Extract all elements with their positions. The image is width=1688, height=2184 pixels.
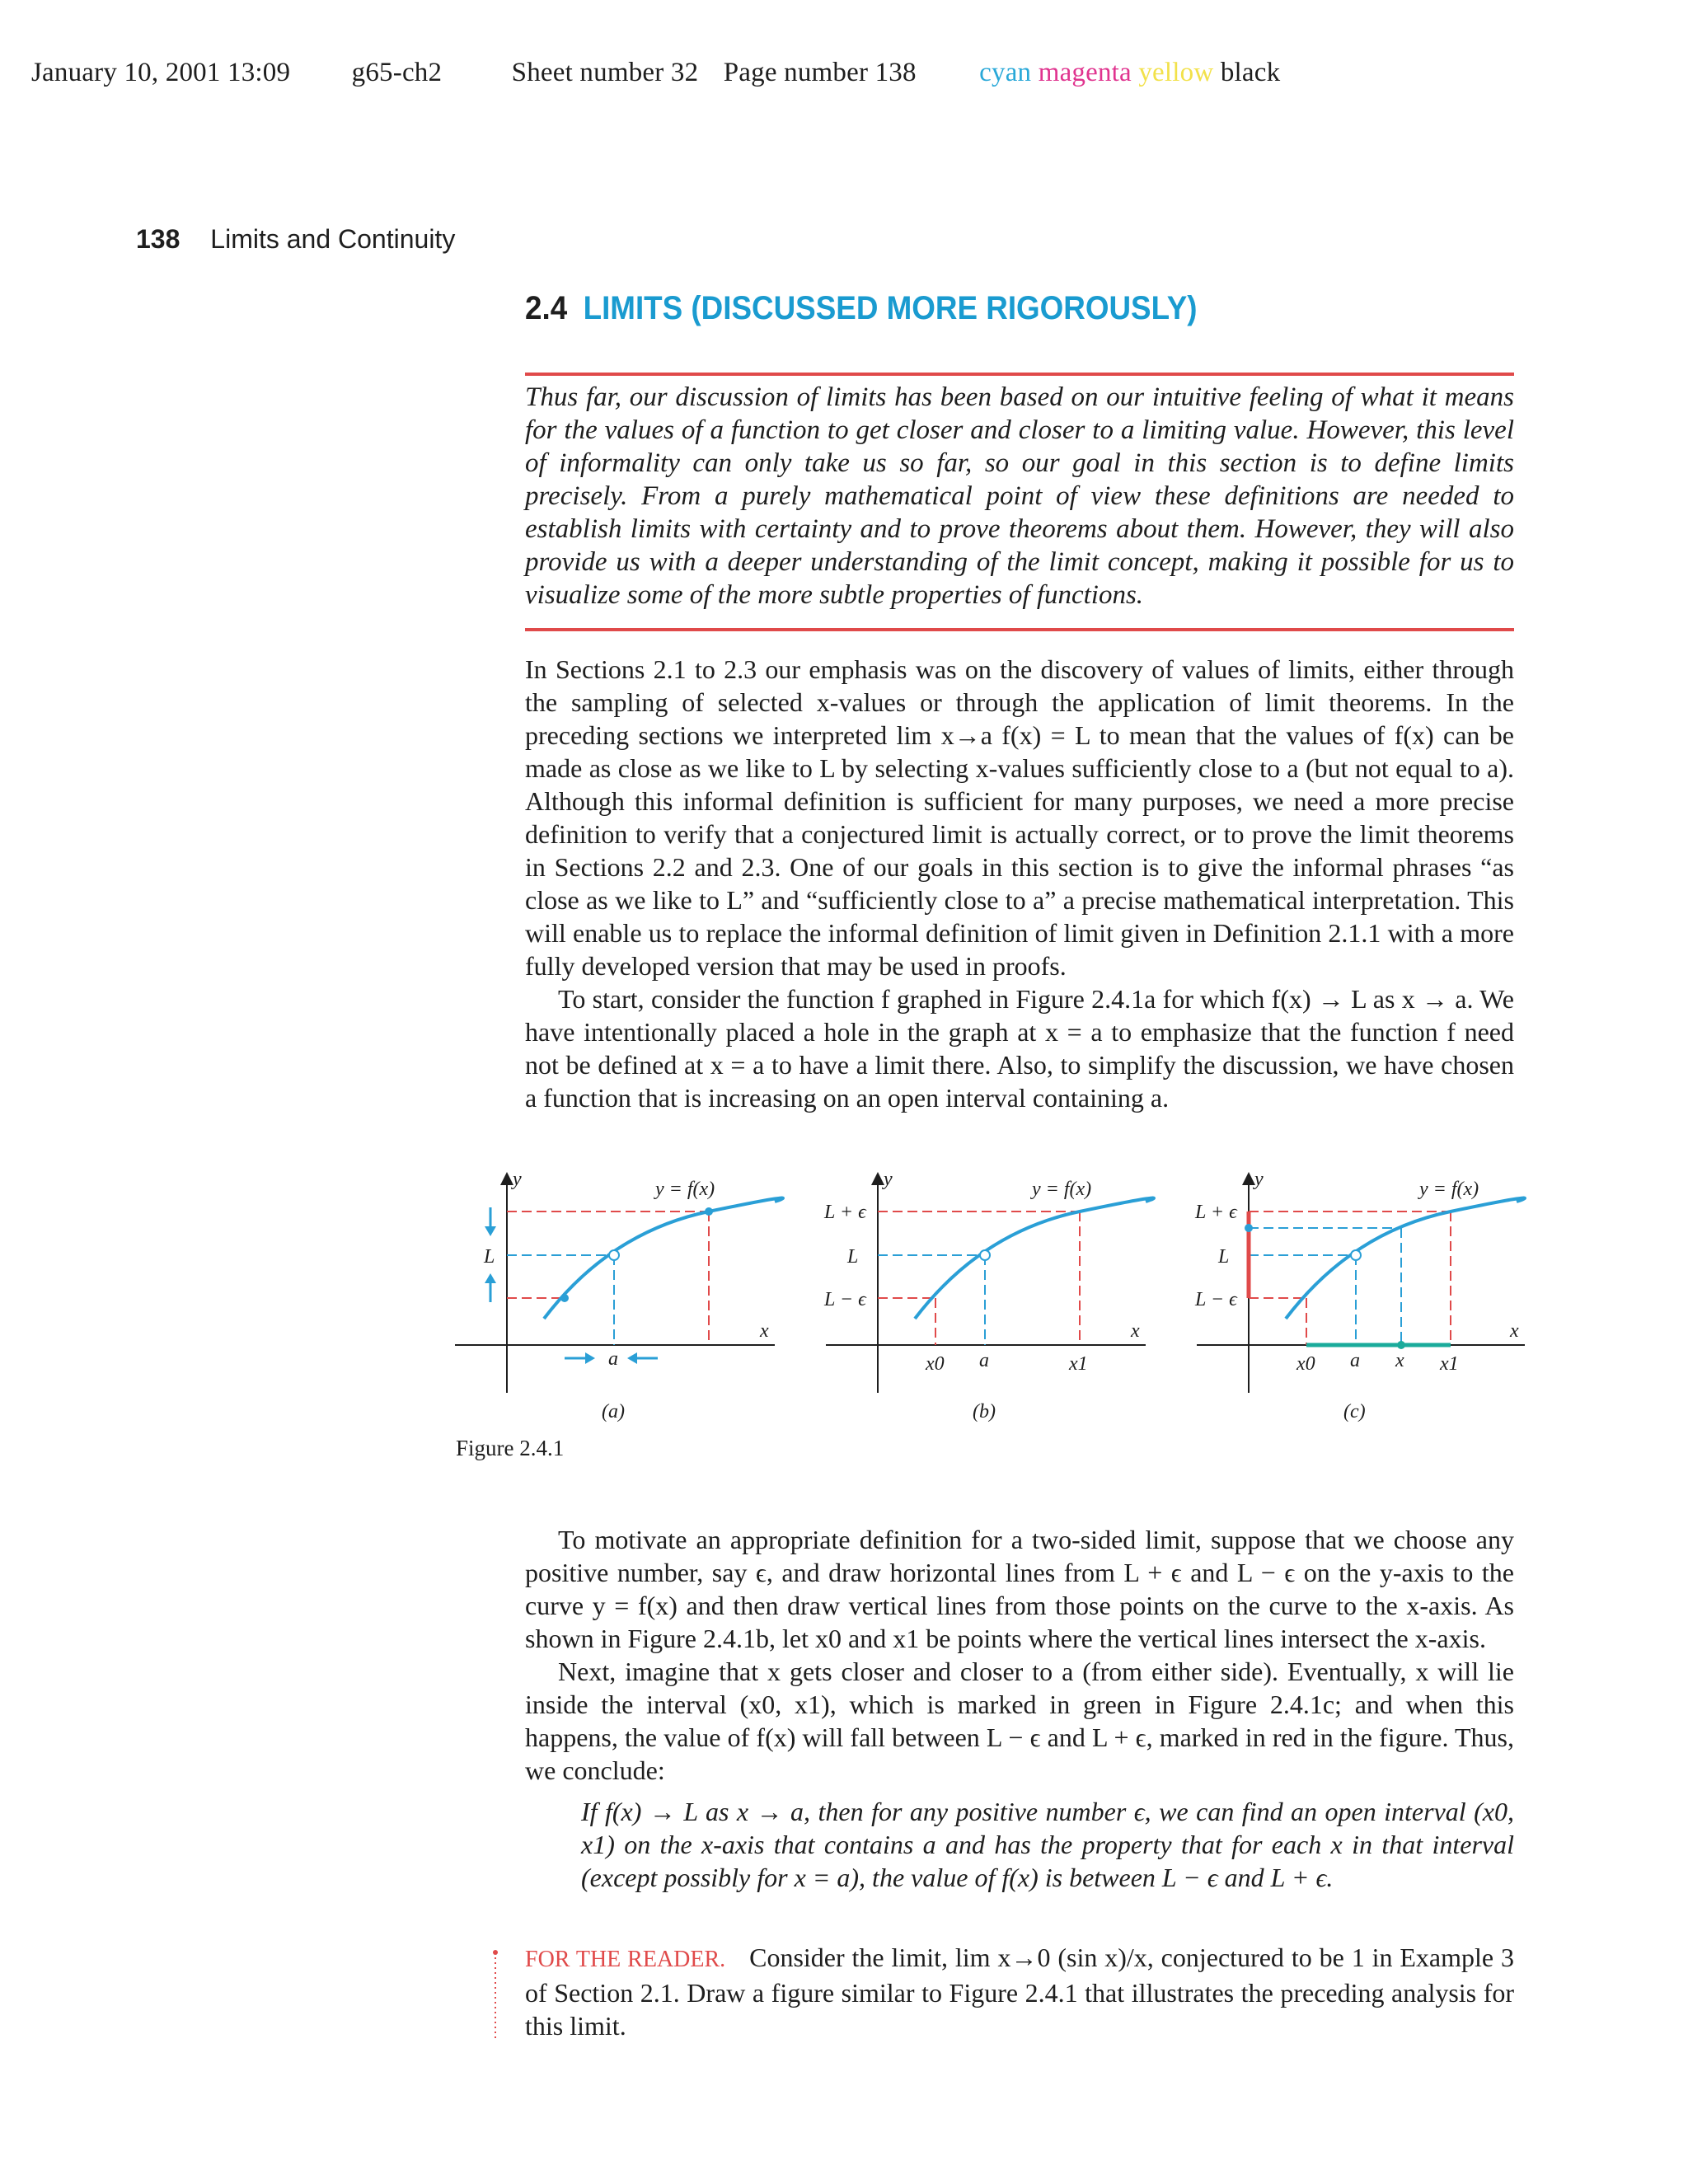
intro-bottom-rule: [525, 628, 1514, 631]
curve: [544, 1198, 783, 1319]
panel-label: (c): [1343, 1401, 1366, 1422]
L-label: L: [847, 1246, 859, 1268]
a-label: a: [1350, 1350, 1360, 1371]
slug-page: Page number 138: [723, 58, 917, 87]
panel-a: [455, 1169, 783, 1422]
intro-top-rule: [525, 373, 1514, 376]
x0-label: x0: [1296, 1353, 1315, 1375]
curve-label: y = f(x): [1419, 1179, 1479, 1200]
slug-cyan: cyan: [979, 58, 1032, 87]
body-paragraph: In Sections 2.1 to 2.3 our emphasis was on the discovery of values of limits, either through the sampling of selected x-values or through the application of limit theorems. In the preceding sections we interpreted lim x→a f(x) = L to mean that the values of f(x) can be made as close as we like to L by selecting x-values sufficiently close to a (but not equal to a). Although this informal definition is sufficient for many purposes, we need a more precise definition to verify that a conjectured limit is actually correct, or to prove the limit theorems in Sections 2.2 and 2.3. One of our goals in this section is to give the informal phrases “as close as we like to L” and “sufficiently close to a” a precise mathematical interpretation. This will enable us to replace the informal definition of limit given in Definition 2.1.1 with a more fully developed version that may be used in proofs.: [525, 654, 1514, 981]
figure-2-4-1: [445, 1154, 1533, 1467]
L-minus-label: L − ϵ: [824, 1289, 866, 1310]
a-label: a: [608, 1348, 618, 1370]
curve: [1286, 1198, 1525, 1319]
for-the-reader-text: Consider the limit, lim x→0 (sin x)/x, conjectured to be 1 in Example 3 of Section 2.1. Draw a figure similar to Figure 2.4.1 that illustrates the preceding analysis for this limit.: [525, 1943, 1515, 2041]
slug-yellow: yellow: [1138, 58, 1214, 87]
slug-date: January 10, 2001 13:09: [31, 58, 291, 87]
L-plus-label: L + ϵ: [824, 1202, 866, 1223]
page-number: 138: [136, 224, 181, 254]
point: [1397, 1341, 1405, 1349]
hole: [609, 1250, 619, 1260]
x1-label: x1: [1069, 1353, 1088, 1375]
body-paragraph: Next, imagine that x gets closer and closer to a (from either side). Eventually, x will lie inside the interval (x0, x1), which is marked in green in Figure 2.4.1c; and when this happens, the value of f(x) will fall between L − ϵ and L + ϵ, marked in red in the figure. Thus, we conclude:: [525, 1657, 1514, 1785]
point: [705, 1207, 713, 1216]
y-label: y: [1254, 1169, 1264, 1190]
y-label: y: [884, 1169, 893, 1190]
conclusion-statement: If f(x) → L as x → a, then for any positive number ϵ, we can find an open interval (x0, x1) on the x-axis that contains a and has the property that for each x in that interval (except possibly for x = a), the value of f(x) is between L − ϵ and L + ϵ.: [581, 1797, 1514, 1892]
x-point-label: x: [1395, 1350, 1404, 1371]
section-title: [525, 290, 1198, 327]
L-minus-label: L − ϵ: [1195, 1289, 1237, 1310]
hole: [1351, 1250, 1361, 1260]
section-heading: LIMITS (DISCUSSED MORE RIGOROUSLY): [583, 290, 1198, 326]
x0-label: x0: [926, 1353, 945, 1375]
body-paragraph: To motivate an appropriate definition for a two-sided limit, suppose that we choose any positive number, say ϵ, and draw horizontal lines from L + ϵ and L − ϵ on the y-axis to the curve y = f(x) and then draw vertical lines from those points on the curve to the x-axis. As shown in Figure 2.4.1b, let x0 and x1 be points where the vertical lines intersect the x-axis.: [525, 1525, 1514, 1653]
figure-caption: Figure 2.4.1: [456, 1436, 565, 1460]
curve-label: y = f(x): [1032, 1179, 1092, 1200]
body-text-1: [525, 653, 1514, 1114]
for-the-reader-label: FOR THE READER.: [525, 1947, 726, 1972]
curve: [915, 1198, 1154, 1319]
curve-label: y = f(x): [655, 1179, 715, 1200]
body-paragraph: To start, consider the function f graphed in Figure 2.4.1a for which f(x) → L as x → a. We have intentionally placed a hole in the graph at x = a to emphasize that the function f need not be defined at x = a to have a limit there. Also, to simplify the discussion, we have chosen a function that is increasing on an open interval containing a.: [525, 984, 1514, 1113]
panel-c: [1194, 1169, 1525, 1422]
L-label: L: [484, 1246, 495, 1268]
a-label: a: [979, 1350, 989, 1371]
body-text-2: [525, 1523, 1514, 1787]
slug-magenta: magenta: [1038, 58, 1132, 87]
x1-label: x1: [1440, 1353, 1459, 1375]
hole: [980, 1250, 990, 1260]
L-label: L: [1218, 1246, 1230, 1268]
panel-b: [823, 1169, 1154, 1422]
L-plus-label: L + ϵ: [1195, 1202, 1237, 1223]
x-label: x: [1510, 1320, 1519, 1342]
panel-label: (a): [602, 1401, 625, 1422]
y-label: y: [513, 1169, 522, 1190]
panel-label: (b): [973, 1401, 996, 1422]
point: [560, 1294, 569, 1302]
slug-file: g65-ch2: [351, 58, 443, 87]
running-head: [136, 224, 455, 255]
print-slug: [31, 58, 1280, 88]
intro-paragraph: Thus far, our discussion of limits has been based on our intuitive feeling of what it means for the values of a function to get closer and closer to a limiting value. However, this level of informality can only take us so far, so our goal in this section is to define limits precisely. From a purely mathematical point of view these definitions are needed to establish limits with certainty and to prove theorems about them. However, they will also provide us with a deeper understanding of the limit concept, making it possible for us to visualize some of the more subtle properties of functions.: [525, 382, 1514, 610]
x-label: x: [760, 1320, 769, 1342]
x-label: x: [1131, 1320, 1140, 1342]
point: [1245, 1224, 1253, 1232]
reader-marker: [493, 1949, 498, 2040]
section-number: 2.4: [525, 290, 568, 326]
slug-black: black: [1220, 58, 1281, 87]
chapter-title: Limits and Continuity: [210, 224, 456, 254]
slug-sheet: Sheet number 32: [511, 58, 699, 87]
for-the-reader: [525, 1941, 1514, 2042]
